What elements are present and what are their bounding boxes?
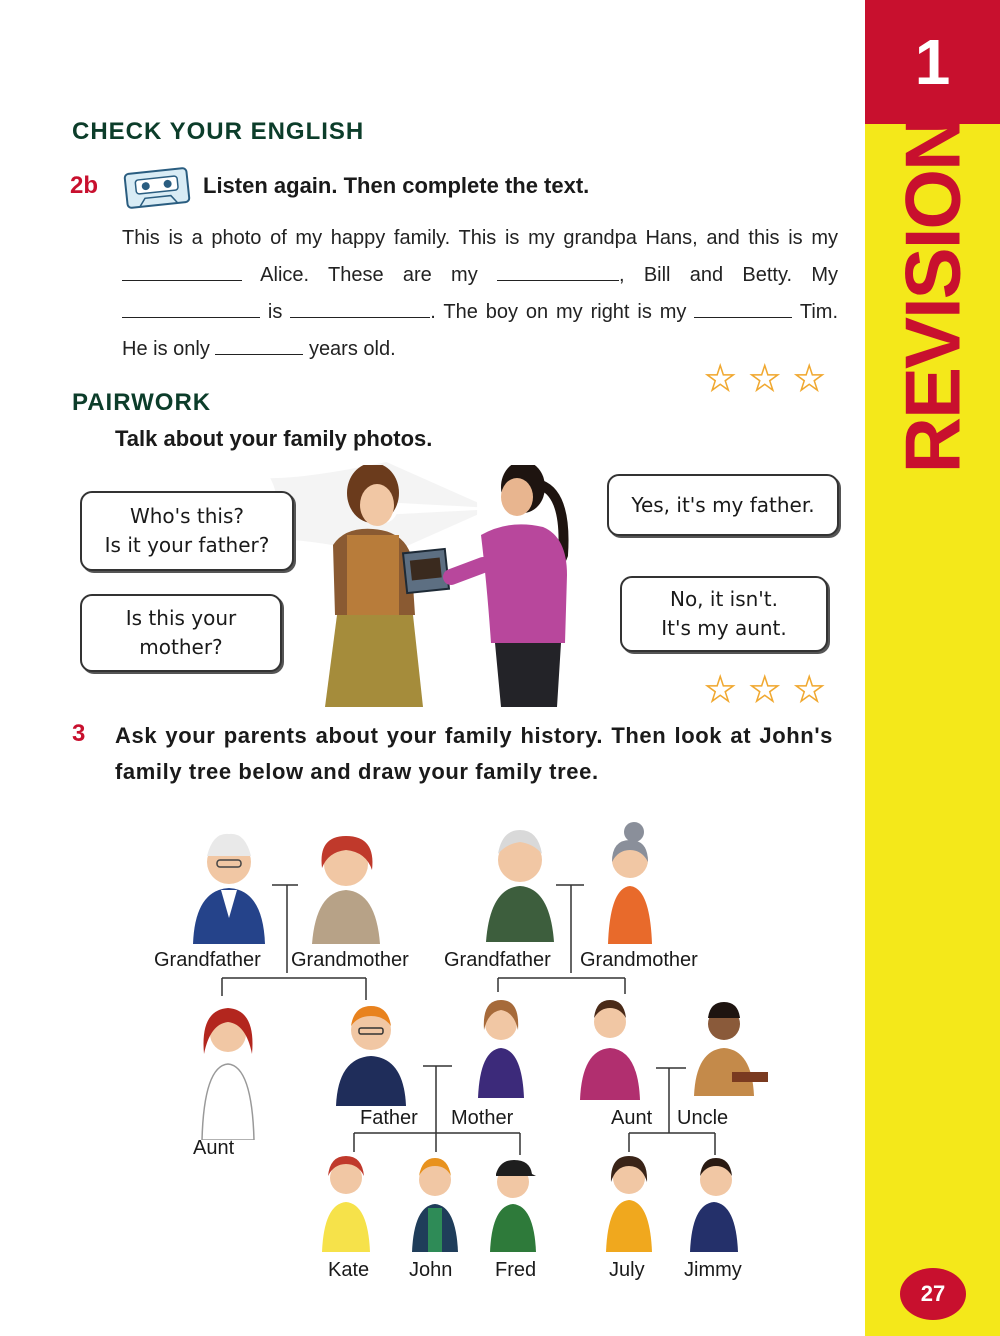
star-icon[interactable]: ★ <box>705 671 736 709</box>
bubble-line: Is this your <box>125 606 237 630</box>
pairwork-heading: PAIRWORK <box>72 389 212 416</box>
label-aunt-2: Aunt <box>611 1107 653 1129</box>
bubble-line: Is it your father? <box>104 533 270 557</box>
grandfather-1-figure <box>187 826 271 944</box>
label-john: John <box>409 1259 453 1281</box>
bubble-line: Who's this? <box>129 504 245 528</box>
text-part: , Bill and Betty. My <box>618 264 838 286</box>
fred-figure <box>484 1158 542 1252</box>
label-jimmy: Jimmy <box>684 1259 742 1281</box>
text-part: Alice. These are my <box>260 264 478 286</box>
page-number: 27 <box>920 1281 946 1306</box>
label-uncle: Uncle <box>677 1107 729 1129</box>
text-part: is <box>267 301 283 323</box>
label-july: July <box>609 1259 645 1281</box>
jimmy-figure <box>684 1156 744 1252</box>
label-mother: Mother <box>451 1107 514 1129</box>
label-kate: Kate <box>328 1259 370 1281</box>
label-aunt-1: Aunt <box>193 1137 235 1159</box>
mother-figure <box>474 994 528 1098</box>
star-icon[interactable]: ★ <box>793 360 825 398</box>
aunt-2-figure <box>568 996 652 1100</box>
unit-number: 1 <box>914 26 951 98</box>
label-fred: Fred <box>495 1259 537 1281</box>
text-part: . The boy on my right is my <box>430 301 687 323</box>
star-icon[interactable]: ★ <box>749 671 780 709</box>
label-father: Father <box>360 1107 418 1129</box>
label-grandmother-1: Grandmother <box>291 949 409 971</box>
uncle-figure <box>688 998 770 1096</box>
pairwork-instruction: Talk about your family photos. <box>115 426 433 451</box>
grandfather-2-figure <box>480 822 560 942</box>
bubble-line: mother? <box>139 635 223 659</box>
bubble-line: It's my aunt. <box>661 616 787 640</box>
kate-figure <box>316 1152 376 1252</box>
task-3-number: 3 <box>72 720 86 747</box>
father-figure <box>332 1000 410 1106</box>
aunt-1-figure <box>192 1000 264 1140</box>
task-2b-instruction: Listen again. Then complete the text. <box>203 173 590 198</box>
check-your-english-heading: CHECK YOUR ENGLISH <box>72 118 365 145</box>
star-icon[interactable]: ★ <box>749 360 780 398</box>
star-icon[interactable]: ★ <box>793 671 825 709</box>
text-part: This is a photo of my happy family. This is my grandpa Hans, and this is my <box>122 227 838 249</box>
text-part: Tim. He is only <box>122 301 838 360</box>
bubble-line: No, it isn't. <box>669 587 779 611</box>
task-3-instruction: Ask your parents about your family history. Then look at John's family tree below and draw your family tree. <box>115 723 833 784</box>
revision-title: REVISION <box>888 116 977 474</box>
text-part: years old. <box>308 338 396 360</box>
star-icon[interactable]: ★ <box>705 360 736 398</box>
task-2b-number: 2b <box>70 172 99 199</box>
grandmother-1-figure <box>306 830 386 944</box>
grandmother-2-figure <box>600 820 660 944</box>
john-figure <box>406 1156 464 1252</box>
label-grandmother-2: Grandmother <box>580 949 698 971</box>
bubble-line: Yes, it's my father. <box>631 492 815 517</box>
label-grandfather-2: Grandfather <box>444 949 551 971</box>
label-grandfather-1: Grandfather <box>154 949 261 971</box>
july-figure <box>600 1152 658 1252</box>
